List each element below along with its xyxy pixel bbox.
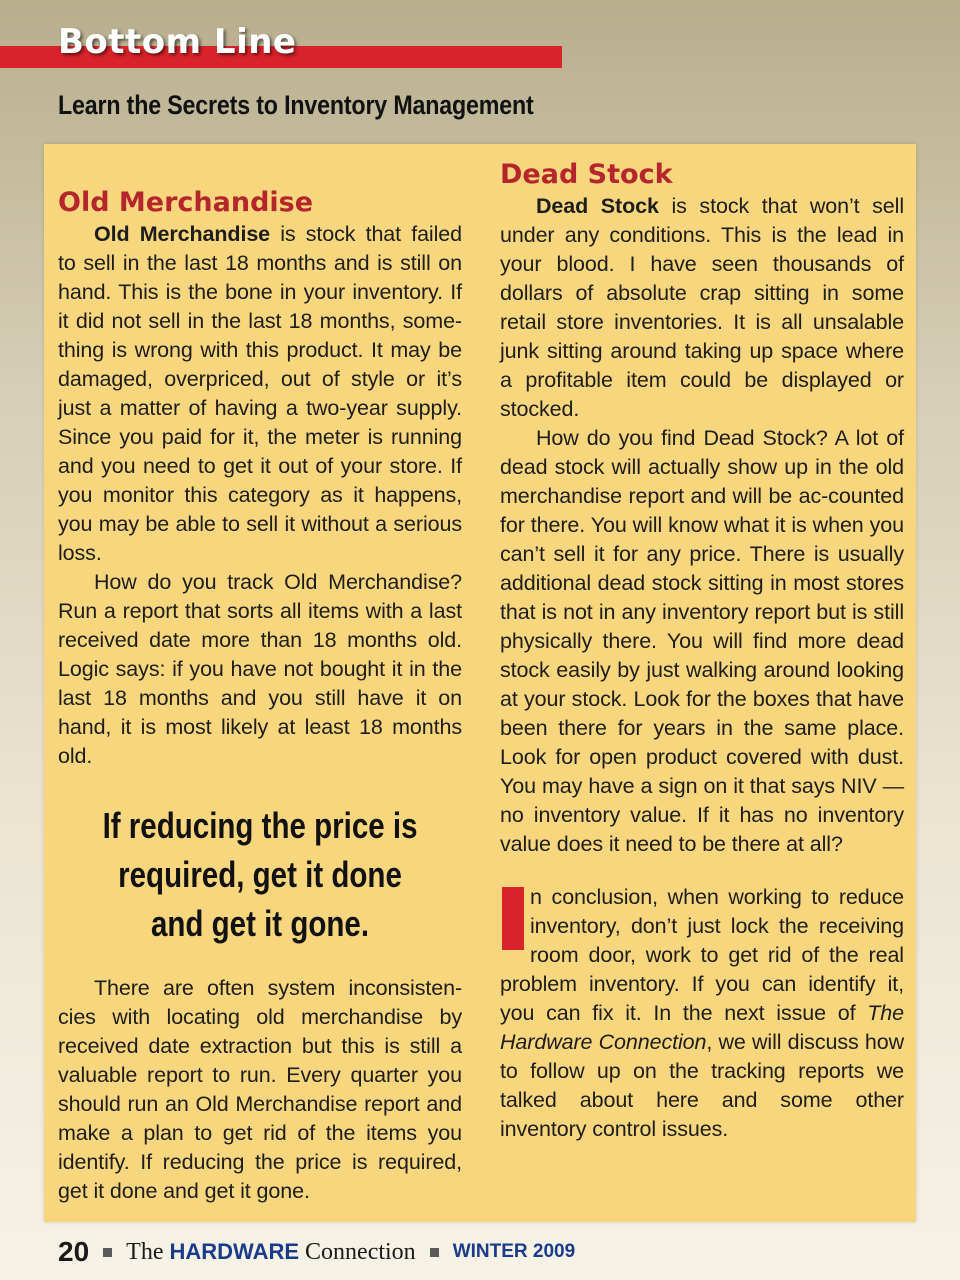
pull-quote-line: If reducing the price is	[102, 805, 418, 846]
right-column	[500, 158, 904, 1144]
paragraph-text: , we will discuss how to follow up on the tracking reports we talked about here and some other inventory control issues.	[500, 1030, 904, 1141]
paragraph	[500, 192, 904, 424]
pull-quote-line: and get it gone.	[150, 903, 370, 944]
separator-square-icon	[430, 1248, 439, 1257]
paragraph-text: is stock that won’t sell under any conditions. This is the lead in your blood. I have seen thousands of dollars of absolute crap sitting in some retail store inventories. It is all unsalable junk sitting around taking up space where a profitable item could be displayed or stocked.	[500, 194, 904, 421]
paragraph-text: n conclusion, when working to reduce inventory, don’t just lock the receiving room door, work to get rid of the real problem inventory. If you can identify it, you can fix it. In the next issue of	[500, 885, 904, 1025]
subhead-old-merchandise: Old Merchandise	[58, 187, 314, 218]
bold-term: Dead Stock	[536, 194, 659, 218]
magazine-title-italic: The Hardware Connection	[500, 1001, 904, 1054]
paragraph: How do you find Dead Stock? A lot of dead stock will actually show up in the old merchandise report and will be ac-counted for there. You will know what it is when you can’t sell it for any price. There is usually additional dead stock sitting in most stores that is not in any inventory report but is still physically there. You will find more dead stock easily by just walking around looking at your stock. Look for the boxes that have been there for years in the same place. Look for open product covered with dust. You may have a sign on it that says NIV — no inventory value. If it has no inventory value does it need to be there at all?	[500, 426, 904, 856]
separator-square-icon	[103, 1248, 112, 1257]
pull-quote	[58, 801, 462, 948]
page-footer	[58, 1232, 575, 1272]
bold-term: Old Merchandise	[94, 222, 271, 246]
pull-quote-line: required, get it done	[118, 854, 402, 895]
page-number: 20	[58, 1236, 90, 1267]
magazine-name-the: The	[126, 1238, 164, 1265]
drop-cap	[502, 887, 524, 950]
article-headline: Learn the Secrets to Inventory Management	[58, 90, 534, 120]
paragraph	[500, 883, 904, 1144]
conclusion	[500, 883, 904, 1144]
paragraph-text: is stock that failed to sell in the last 18 months and is still on hand. This is the bone in your inventory. If it did not sell in the last 18 months, some-thing is wrong with this product. It may be damaged, overpriced, out of style or it’s just a matter of having a two-year supply. Since you paid for it, the meter is running and you need to get it out of your store. If you monitor this category as it happens, you may be able to sell it without a serious loss.	[58, 222, 462, 565]
subhead-dead-stock: Dead Stock	[500, 159, 673, 190]
magazine-name-hardware: HARDWARE	[169, 1239, 300, 1264]
paragraph: How do you track Old Merchandise? Run a report that sorts all items with a last received date more than 18 months old. Logic says: if you have not bought it in the last 18 months and you still have it on hand, it is most likely at least 18 months old.	[58, 570, 462, 768]
paragraph	[58, 220, 462, 568]
paragraph: There are often system inconsisten-cies with locating old merchandise by received date extraction but this is still a valuable report to run. Every quarter you should run an Old Merchandise report and make a plan to get rid of the items you identify. If reducing the price is required, get it done and get it gone.	[58, 976, 462, 1203]
magazine-name-connection: Connection	[305, 1238, 416, 1265]
left-column	[58, 186, 462, 1206]
issue-date: WINTER 2009	[452, 1241, 576, 1262]
section-title: Bottom Line	[58, 22, 297, 62]
